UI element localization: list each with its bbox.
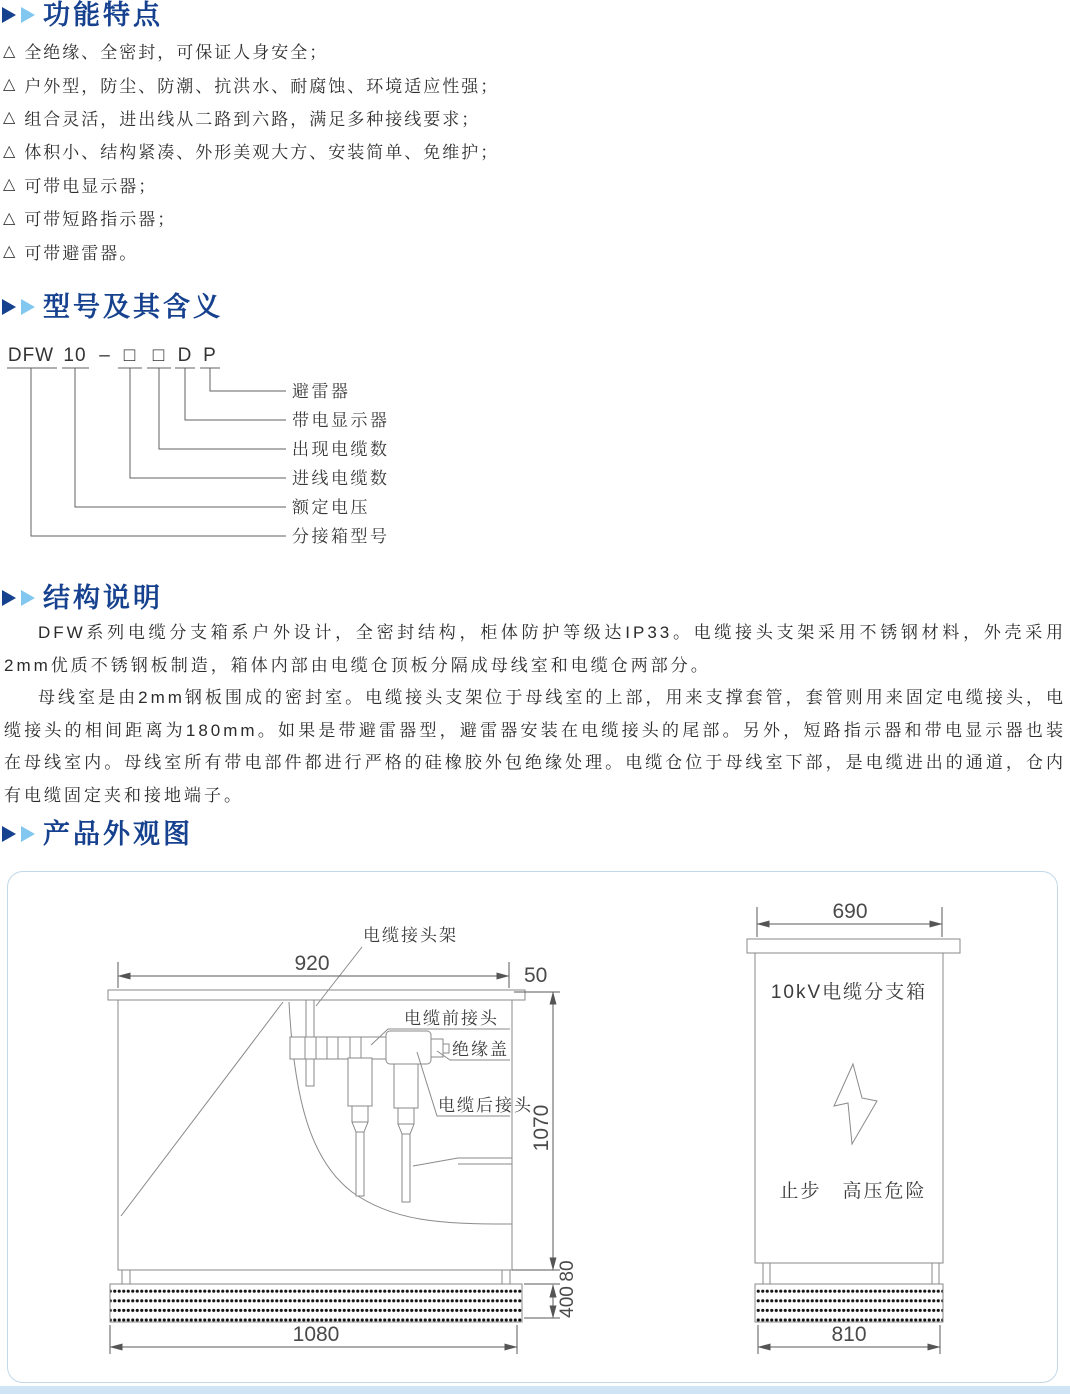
model-label-box-type: 分接箱型号 (292, 527, 390, 546)
triangle-bullet-icon: △ (3, 42, 16, 60)
structure-paragraph: DFW系列电缆分支箱系户外设计，全密封结构，柜体防护等级达IP33。电缆接头支架采用不锈钢材料，外壳采用2mm优质不锈钢板制造，箱体内部由电缆仓顶板分隔成母线室和电缆仓两部分。 (4, 623, 1066, 675)
feature-text: 户外型，防尘、防潮、抗洪水、耐腐蚀、环境适应性强； (24, 76, 500, 96)
feature-text: 可带避雷器。 (24, 243, 139, 263)
dim-1070: 1070 (530, 1104, 553, 1152)
feature-item (3, 67, 499, 100)
page-title-features: 功能特点 (43, 0, 163, 30)
structure-description (4, 617, 1066, 813)
arrow-icon-light (21, 590, 35, 606)
model-code-dash: – (99, 345, 111, 366)
feature-text: 全绝缘、全密封，可保证人身安全； (24, 43, 329, 63)
model-code-inlet-box: □ (123, 345, 137, 366)
left-drawing-side-view (108, 926, 578, 1354)
feature-item (3, 134, 499, 167)
page-title-structure: 结构说明 (43, 583, 163, 613)
arrow-icon-light (21, 826, 35, 842)
left-cutaway-diagonal (121, 1002, 283, 1216)
section-heading-features (2, 0, 163, 30)
dim-400: 400 (557, 1286, 578, 1318)
model-code-display: D (177, 345, 193, 366)
model-code-arrester: P (203, 345, 217, 366)
left-compartment-divider (413, 1158, 512, 1166)
page-title-appearance: 产品外观图 (43, 819, 193, 849)
model-code-prefix: DFW (7, 345, 55, 366)
model-code-voltage: 10 (63, 345, 87, 366)
feature-text: 体积小、结构紧凑、外形美观大方、安装简单、免维护； (24, 143, 500, 163)
label-rear-connector: 电缆后接头 (438, 1096, 533, 1115)
arrow-icon-light (21, 7, 35, 23)
arrow-icon-dark (2, 826, 16, 842)
left-cable-rear (394, 1064, 418, 1202)
right-drawing-front-view (747, 900, 960, 1354)
arrow-icon-dark (2, 7, 16, 23)
feature-item (3, 201, 499, 234)
model-code-outlet-box: □ (152, 345, 166, 366)
cabinet-title-text: 10kV电缆分支箱 (770, 982, 928, 1003)
section-heading-model (2, 292, 223, 322)
model-code-leader-lines (7, 368, 286, 536)
feature-item (3, 168, 499, 201)
dim-50: 50 (524, 964, 548, 987)
warning-text: 止步 高压危险 (779, 1181, 927, 1202)
arrow-icon-dark (2, 299, 16, 315)
appearance-drawings (0, 868, 1070, 1394)
left-foundation-base (110, 1284, 522, 1322)
feature-text: 可带短路指示器； (24, 210, 177, 230)
label-connector-frame: 电缆接头架 (363, 926, 458, 945)
model-label-voltage: 额定电压 (292, 498, 370, 517)
page-bottom-band (0, 1386, 1070, 1394)
triangle-bullet-icon: △ (3, 142, 16, 160)
triangle-bullet-icon: △ (3, 243, 16, 261)
model-label-inlet: 进线电缆数 (292, 469, 390, 488)
label-front-connector: 电缆前接头 (404, 1009, 499, 1028)
dim-920: 920 (294, 952, 330, 975)
arrow-icon-light (21, 299, 35, 315)
left-top-plate (108, 990, 525, 1000)
right-top-cap (747, 939, 960, 953)
structure-paragraph: 母线室是由2mm钢板围成的密封室。电缆接头支架位于母线室的上部，用来支撑套管，套管则用来固定电缆接头，电缆接头的相间距离为180mm。如果是带避雷器型，避雷器安装在电缆接头的尾部。另外，短路指示器和带电显示器也装在母线室内。母线室所有带电部件都进行严格的硅橡胶外包绝缘处理。电缆仓位于母线室下部，是电缆进出的通道，仓内有电缆固定夹和接地端子。 (4, 688, 1066, 805)
model-label-display: 带电显示器 (292, 411, 390, 430)
model-label-arrester: 避雷器 (292, 382, 351, 401)
dim-1080: 1080 (292, 1323, 340, 1346)
model-label-outlet: 出现电缆数 (292, 440, 390, 459)
label-insulating-cover: 绝缘盖 (452, 1040, 509, 1059)
triangle-bullet-icon: △ (3, 76, 16, 94)
feature-item (3, 34, 499, 67)
dim-80: 80 (557, 1260, 578, 1282)
triangle-bullet-icon: △ (3, 209, 16, 227)
feature-item (3, 101, 499, 134)
dim-810: 810 (831, 1323, 867, 1346)
section-heading-appearance (2, 819, 193, 849)
feature-text: 可带电显示器； (24, 176, 158, 196)
model-code-diagram (0, 338, 560, 570)
feature-text: 组合灵活，进出线从二路到六路，满足多种接线要求； (24, 109, 481, 129)
left-cable-front (348, 1058, 372, 1196)
feature-item (3, 234, 499, 267)
triangle-bullet-icon: △ (3, 109, 16, 127)
right-foundation-base (755, 1284, 943, 1322)
arrow-icon-dark (2, 590, 16, 606)
left-elbow-connector (386, 1031, 431, 1064)
page-title-model: 型号及其含义 (43, 292, 223, 322)
section-heading-structure (2, 583, 163, 613)
dim-690: 690 (832, 900, 868, 923)
triangle-bullet-icon: △ (3, 176, 16, 194)
feature-list (3, 34, 499, 268)
